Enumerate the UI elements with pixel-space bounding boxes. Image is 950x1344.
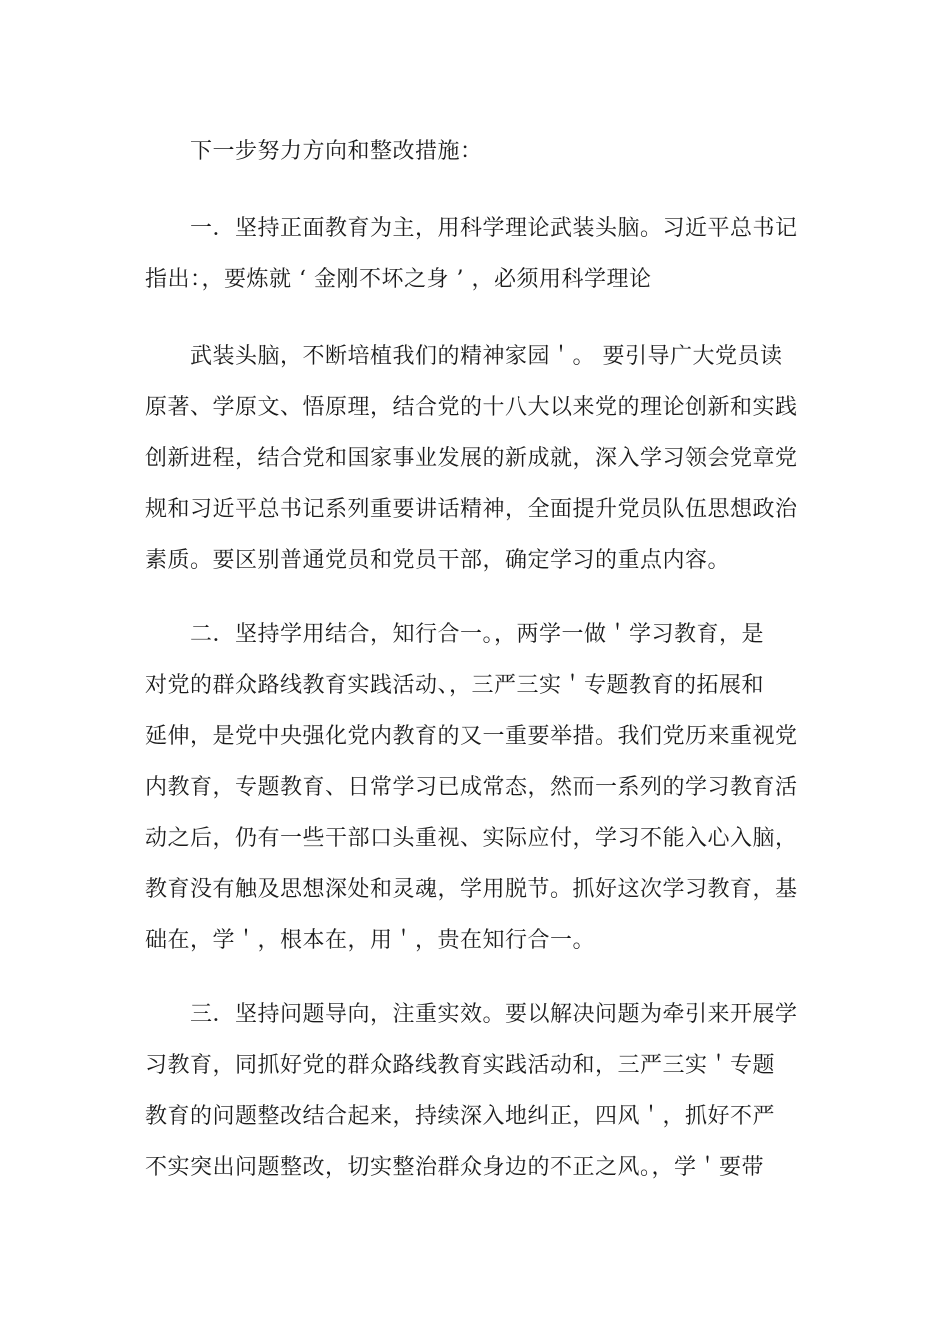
paragraph-2-line-4: 规和习近平总书记系列重要讲话精神，全面提升党员队伍思想政治 — [145, 497, 798, 522]
paragraph-3-line-4: 内教育，专题教育、日常学习已成常态，然而一系列的学习教育活 — [145, 775, 798, 800]
paragraph-3-line-6: 教育没有触及思想深处和灵魂，学用脱节。抓好这次学习教育，基 — [145, 877, 798, 902]
paragraph-3-line-5: 动之后，仍有一些干部口头重视、实际应付，学习不能入心入脑， — [145, 826, 798, 851]
paragraph-4-line-4: 不实突出问题整改，切实整治群众身边的不正之风。，学＇要带 — [145, 1155, 765, 1180]
paragraph-2-line-3: 创新进程，结合党和国家事业发展的新成就，深入学习领会党章党 — [145, 446, 798, 471]
paragraph-1-line-2: 指出：，要炼就 ‘ 金刚不坏之身 ’ ，必须用科学理论 — [145, 267, 652, 292]
paragraph-2-line-1: 武装头脑，不断培植我们的精神家园＇。 要引导广大党员读 — [190, 344, 783, 369]
paragraph-3-line-7: 础在，学＇，根本在，用＇，贵在知行合一。 — [145, 928, 596, 953]
paragraph-4-line-1: 三．坚持问题导向，注重实效。要以解决问题为牵引来开展学 — [190, 1002, 798, 1027]
document-heading: 下一步努力方向和整改措施： — [190, 139, 483, 164]
paragraph-3-line-2: 对党的群众路线教育实践活动、，三严三实＇专题教育的拓展和 — [145, 673, 765, 698]
paragraph-3-line-3: 延伸，是党中央强化党内教育的又一重要举措。我们党历来重视党 — [145, 724, 798, 749]
paragraph-4-line-3: 教育的问题整改结合起来，持续深入地纠正，四风＇，抓好不严 — [145, 1104, 776, 1129]
paragraph-2-line-2: 原著、学原文、悟原理，结合党的十八大以来党的理论创新和实践 — [145, 395, 798, 420]
paragraph-3-line-1: 二．坚持学用结合，知行合一。，两学一做＇学习教育，是 — [190, 622, 765, 647]
paragraph-1-line-1: 一．坚持正面教育为主，用科学理论武装头脑。习近平总书记 — [190, 216, 798, 241]
paragraph-2-line-5: 素质。要区别普通党员和党员干部，确定学习的重点内容。 — [145, 548, 731, 573]
paragraph-4-line-2: 习教育，同抓好党的群众路线教育实践活动和，三严三实＇专题 — [145, 1053, 776, 1078]
